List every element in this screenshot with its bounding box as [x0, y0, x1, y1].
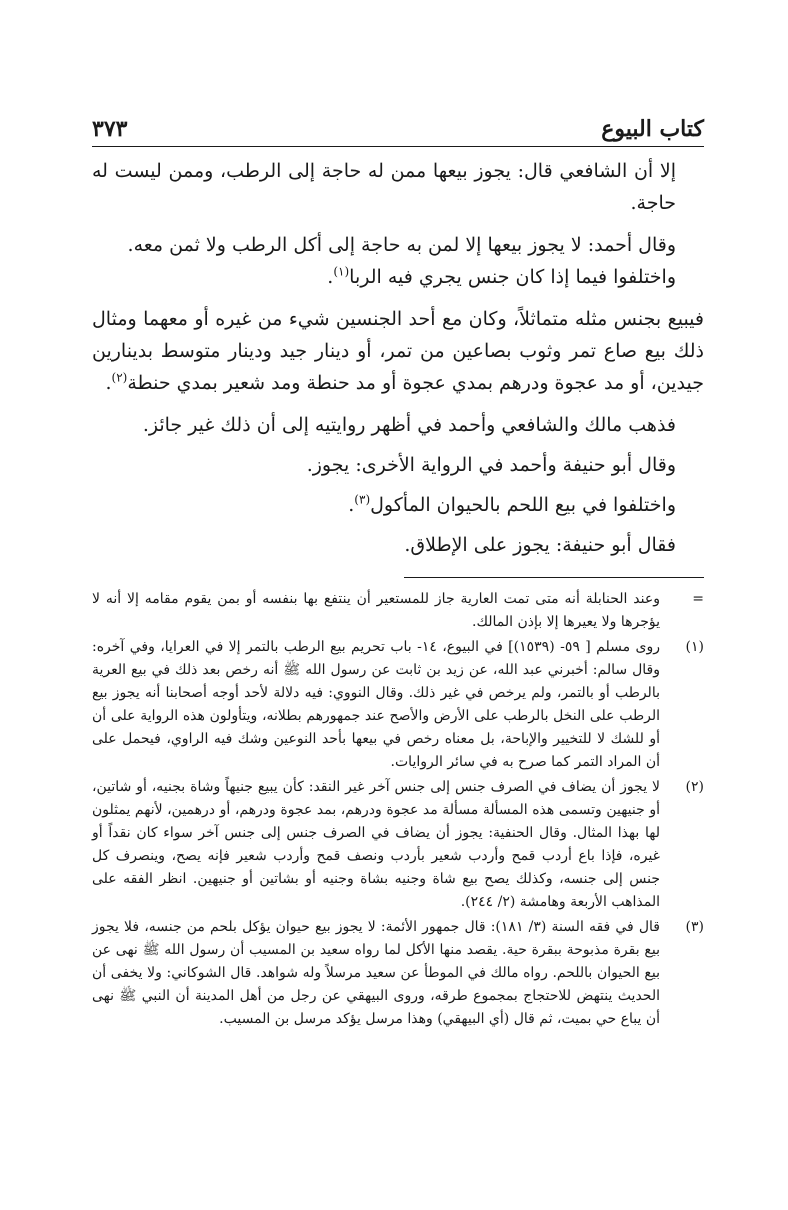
- footnote-mark: (٢): [685, 779, 704, 795]
- footnote-3: [92, 916, 704, 1031]
- footnote-1: [92, 636, 704, 774]
- paragraph-7: [92, 489, 704, 521]
- footnote-ref-3[interactable]: (٣): [354, 492, 371, 507]
- header-rule: [92, 146, 704, 147]
- paragraph-5: فذهب مالك والشافعي وأحمد في أظهر روايتيه إلى أن ذلك غير جائز.: [142, 414, 676, 436]
- footnotes: [92, 588, 704, 1031]
- footnote-continued: [92, 588, 704, 634]
- page-header: [92, 108, 704, 142]
- footnote-mark: (١): [685, 639, 704, 655]
- footnote-separator: [404, 577, 704, 578]
- footnote-ref-1[interactable]: (١): [333, 264, 350, 279]
- paragraph-4: [92, 303, 704, 399]
- paragraph-3-end: .: [327, 266, 334, 288]
- page-number: ٣٧٣: [92, 116, 128, 142]
- book-page: [92, 108, 704, 1033]
- footnote-ref-2[interactable]: (٢): [111, 370, 128, 385]
- footnote-text: قال في فقه السنة (٣/ ١٨١): قال جمهور الأئمة: لا يجوز بيع حيوان يؤكل بلحم من جنسه، فلا يجوز بيع بقرة مذبوحة ببقرة حية. يقصد منها الأكل لما رواه سعيد بن المسيب أن رسول الله ﷺ نهى عن بيع الحيوان باللحم. رواه مالك في الموطأ عن سعيد مرسلاً وله شواهد. قال الشوكاني: ولا يخفى أن الحديث ينتهض للاحتجاج بمجموع طرقه، وروى البيهقي عن رجل من أهل المدينة أن النبي ﷺ نهى أن يباع حي بميت، ثم قال (أي البيهقي) وهذا مرسل يؤكد مرسل بن المسيب.: [92, 919, 661, 1027]
- paragraph-1: إلا أن الشافعي قال: يجوز بيعها ممن له حاجة إلى الرطب، وممن ليست له حاجة.: [92, 160, 676, 214]
- footnote-text: روى مسلم [ ٥٩- (١٥٣٩)] في البيوع، ١٤- باب تحريم بيع الرطب بالتمر إلا في العرايا، وفي آخره: وقال سالم: أخبرني عبد الله، عن زيد بن ثابت عن رسول الله ﷺ أنه رخص بعد ذلك في بيع العرية بالرطب أو بالتمر، ولم يرخص في غير ذلك. وقال النووي: فيه دلالة لأحد أوجه أصحابنا أنه يجوز بيع الرطب على النخل بالرطب على الأرض والأصح عند جمهورهم بطلانه، ويتأولون هذه الرواية على أن أو للشك لا للتخيير والإباحة، بل معناه رخص في بيعها بأحد النوعين وشك فيه الراوي، فيحمل على أن المراد التمر كما صرح به في سائر الروايات.: [92, 639, 660, 770]
- paragraph-2: وقال أحمد: لا يجوز بيعها إلا لمن به حاجة إلى أكل الرطب ولا ثمن معه.: [127, 234, 676, 256]
- book-title: كتاب البيوع: [601, 116, 704, 142]
- paragraph-3: [92, 261, 704, 293]
- paragraph-6: وقال أبو حنيفة وأحمد في الرواية الأخرى: يجوز.: [306, 454, 676, 476]
- paragraph-7-text: واختلفوا في بيع اللحم بالحيوان المأكول: [370, 494, 676, 516]
- main-text: [92, 155, 704, 561]
- footnote-2: [92, 776, 704, 914]
- footnote-mark: =: [692, 591, 704, 607]
- paragraph-3-text: واختلفوا فيما إذا كان جنس يجري فيه الربا: [349, 266, 676, 288]
- paragraph-4-end: .: [105, 372, 112, 394]
- footnote-text: لا يجوز أن يضاف في الصرف جنس إلى جنس آخر غير النقد: كأن يبيع جنيهاً وشاة بجنيه، أو شاتين، أو جنيهين وتسمى هذه المسألة مسألة مد عجوة ودرهم، بمد عجوة ودرهم، أو درهمين، لأنهم يمثلون لها بهذا المثال. وقال الحنفية: يجوز أن يضاف في الصرف جنس إلى جنس آخر سواء كان نقداً أو غيره، فإذا باع أردب قمح وأردب شعير بأردب ونصف قمح وأردب شعير فإنه يصح، وينصرف كل جنس إلى جنسه، وكذلك يصح بيع شاة وجنيه بشاة وجنيه أو بشاتين أو جنيهين. انظر الفقه على المذاهب الأربعة وهامشة (٢/ ٢٤٤).: [92, 779, 660, 910]
- footnote-text: وعند الحنابلة أنه متى تمت العارية جاز للمستعير أن ينتفع بها بنفسه أو بمن يقوم مقامه إلا أنه لا يؤجرها ولا يعيرها إلا بإذن المالك.: [92, 591, 660, 630]
- footnote-mark: (٣): [685, 919, 704, 935]
- paragraph-4-text: فيبيع بجنس مثله متماثلاً، وكان مع أحد الجنسين شيء من غيره أو معهما ومثال ذلك بيع صاع تمر وثوب بصاعين من تمر، أو دينار جيد ودينار متوسط بدينارين جيدين، أو مد عجوة ودرهم بمدي عجوة أو مد حنطة ومد شعير بمدي حنطة: [92, 308, 704, 394]
- paragraph-7-end: .: [348, 494, 355, 516]
- paragraph-8: فقال أبو حنيفة: يجوز على الإطلاق.: [404, 534, 676, 556]
